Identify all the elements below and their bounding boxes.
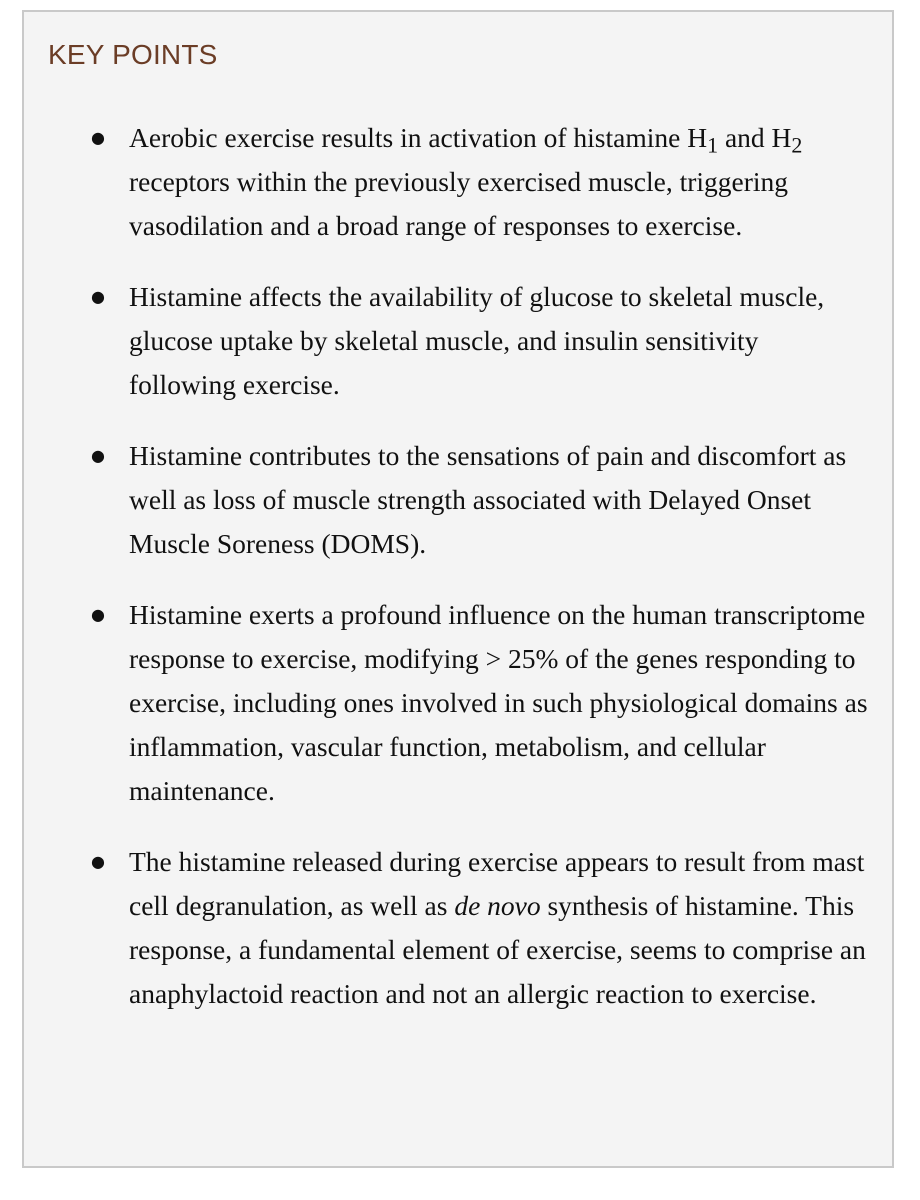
key-point-item	[24, 275, 894, 407]
point-text: The histamine released during exercise appears to result from mast cell degranulation, as well as	[129, 846, 865, 921]
bullet-icon: ●	[91, 446, 105, 465]
bullet-icon: ●	[91, 605, 105, 624]
bullet-icon: ●	[91, 852, 105, 871]
key-points-box	[22, 10, 894, 1168]
point-text: Histamine exerts a profound influence on the human transcriptome response to exercise, modifying > 25% of the genes responding to exercise, including ones involved in such physiological domains as inflammation, vascular function, metabolism, and cellular maintenance.	[129, 599, 868, 806]
point-text: receptors within the previously exercised muscle, triggering vasodilation and a broad range of responses to exercise.	[129, 166, 789, 241]
key-point-item	[24, 434, 894, 566]
point-text: Histamine contributes to the sensations of pain and discomfort as well as loss of muscle strength associated with Delayed Onset Muscle Soreness (DOMS).	[129, 440, 847, 559]
point-text: synthesis of histamine. This response, a fundamental element of exercise, seems to comprise an anaphylactoid reaction and not an allergic reaction to exercise.	[129, 890, 866, 1009]
key-points-heading: KEY POINTS	[48, 39, 218, 70]
subscript-text: 2	[791, 132, 803, 158]
key-point-item	[24, 840, 894, 1016]
key-points-list	[24, 116, 894, 1043]
subscript-text: 1	[707, 132, 719, 158]
key-point-item	[24, 593, 894, 813]
key-point-item	[24, 116, 894, 248]
point-text: Histamine affects the availability of glucose to skeletal muscle, glucose uptake by skeletal muscle, and insulin sensitivity following exercise.	[129, 281, 825, 400]
bullet-icon: ●	[91, 287, 105, 306]
italic-text: de novo	[454, 890, 541, 921]
point-text: Aerobic exercise results in activation of histamine H	[129, 122, 708, 153]
bullet-icon: ●	[91, 128, 105, 147]
point-text: and H	[718, 122, 792, 153]
